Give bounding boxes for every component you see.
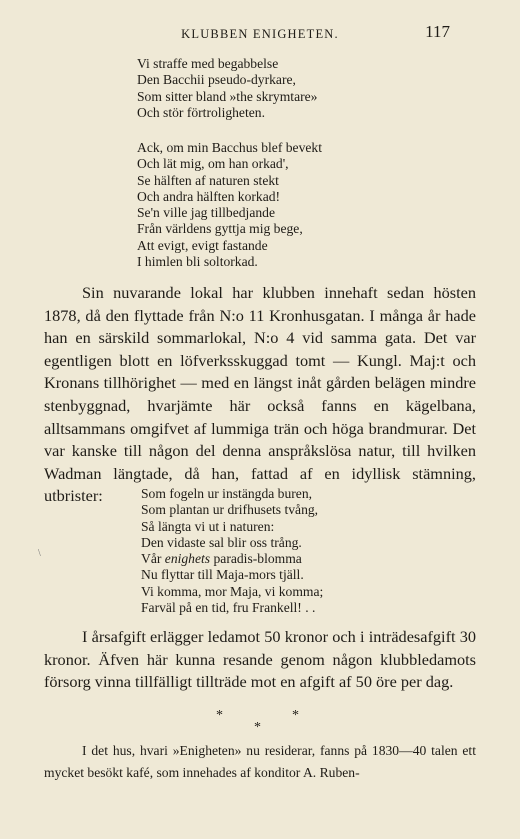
margin-mark: \ bbox=[38, 548, 41, 559]
page-number: 117 bbox=[425, 22, 450, 41]
asterisk: * bbox=[216, 708, 223, 723]
poem-stanza-2 bbox=[137, 140, 322, 270]
poem-line: Farväl på en tid, fru Frankell! . . bbox=[141, 600, 316, 616]
poem-line: Den vidaste sal blir oss trång. bbox=[141, 534, 302, 550]
asterisk: * bbox=[254, 720, 261, 735]
poem-line: I himlen bli soltorkad. bbox=[137, 254, 258, 270]
section-break-asterism bbox=[0, 708, 520, 734]
poem-line: Som fogeln ur instängda buren, bbox=[141, 486, 313, 501]
poem-line-start: Vår bbox=[141, 551, 165, 567]
poem-line: Nu flyttar till Maja-mors tjäll. bbox=[141, 567, 304, 583]
poem-line: Ack, om min Bacchus blef bevekt bbox=[137, 140, 322, 155]
poem-line: Så längta vi ut i naturen: bbox=[141, 518, 275, 534]
poem-line: Och andra hälften korkad! bbox=[137, 188, 281, 204]
poem-stanza-3 bbox=[141, 486, 323, 616]
poem-stanza-1 bbox=[137, 56, 317, 121]
poem-line: Och lät mig, om han orkad', bbox=[137, 156, 289, 172]
running-head: KLUBBEN ENIGHETEN. bbox=[181, 27, 339, 41]
poem-line: Som plantan ur drifhusets tvång, bbox=[141, 502, 319, 518]
asterisk: * bbox=[292, 708, 299, 723]
poem-line: Och stör förtroligheten. bbox=[137, 104, 265, 120]
page-header bbox=[0, 22, 520, 46]
body-paragraph-1: Sin nuvarande lokal har klubben innehaft sedan hösten 1878, då den flyttade från N:o 11 Kronhusgatan. I många år hade han en särskild sommarlokal, N:o 4 vid samma gata. Det var egentligen blott en löfverksskuggad tomt — Kungl. Maj:t och Kronans tillhörighet — med en längst inåt gården belägen mindre stenbyggnad, hvarjämte här också fanns en kägelbana, alltsammans omgifvet af lummiga trän och höga brandmurar. Det var kanske till någon del denna anspråkslösa natur, till hvilken Wadman längtade, då han, fattad af en idyllisk stämning, utbrister: bbox=[44, 283, 476, 506]
poem-line: Att evigt, evigt fastande bbox=[137, 237, 268, 253]
poem-line: Se hälften af naturen stekt bbox=[137, 172, 279, 188]
poem-line bbox=[141, 551, 323, 567]
body-paragraph-3: I det hus, hvari »Enigheten» nu residerar, fanns på 1830—40 talen ett mycket besökt kafé, som innehades af konditor A. Ruben- bbox=[44, 743, 476, 780]
body-paragraph-2: I årsafgift erlägger ledamot 50 kronor och i inträdesafgift 30 kronor. Äfven här kunna resande genom någon klubbledamots försorg vinna tillfälligt tillträde mot en afgift af 50 öre per dag. bbox=[44, 627, 476, 692]
poem-line: Vi komma, mor Maja, vi komma; bbox=[141, 583, 324, 599]
poem-line: Se'n ville jag tillbedjande bbox=[137, 205, 275, 221]
emphasized-word: enighets bbox=[164, 551, 211, 567]
poem-line-end: paradis-blomma bbox=[210, 551, 302, 567]
poem-line: Den Bacchii pseudo-dyrkare, bbox=[137, 72, 296, 88]
poem-line: Vi straffe med begabbelse bbox=[137, 56, 279, 71]
poem-line: Från världens gyttja mig bege, bbox=[137, 221, 303, 237]
poem-line: Som sitter bland »the skrymtare» bbox=[137, 88, 318, 104]
